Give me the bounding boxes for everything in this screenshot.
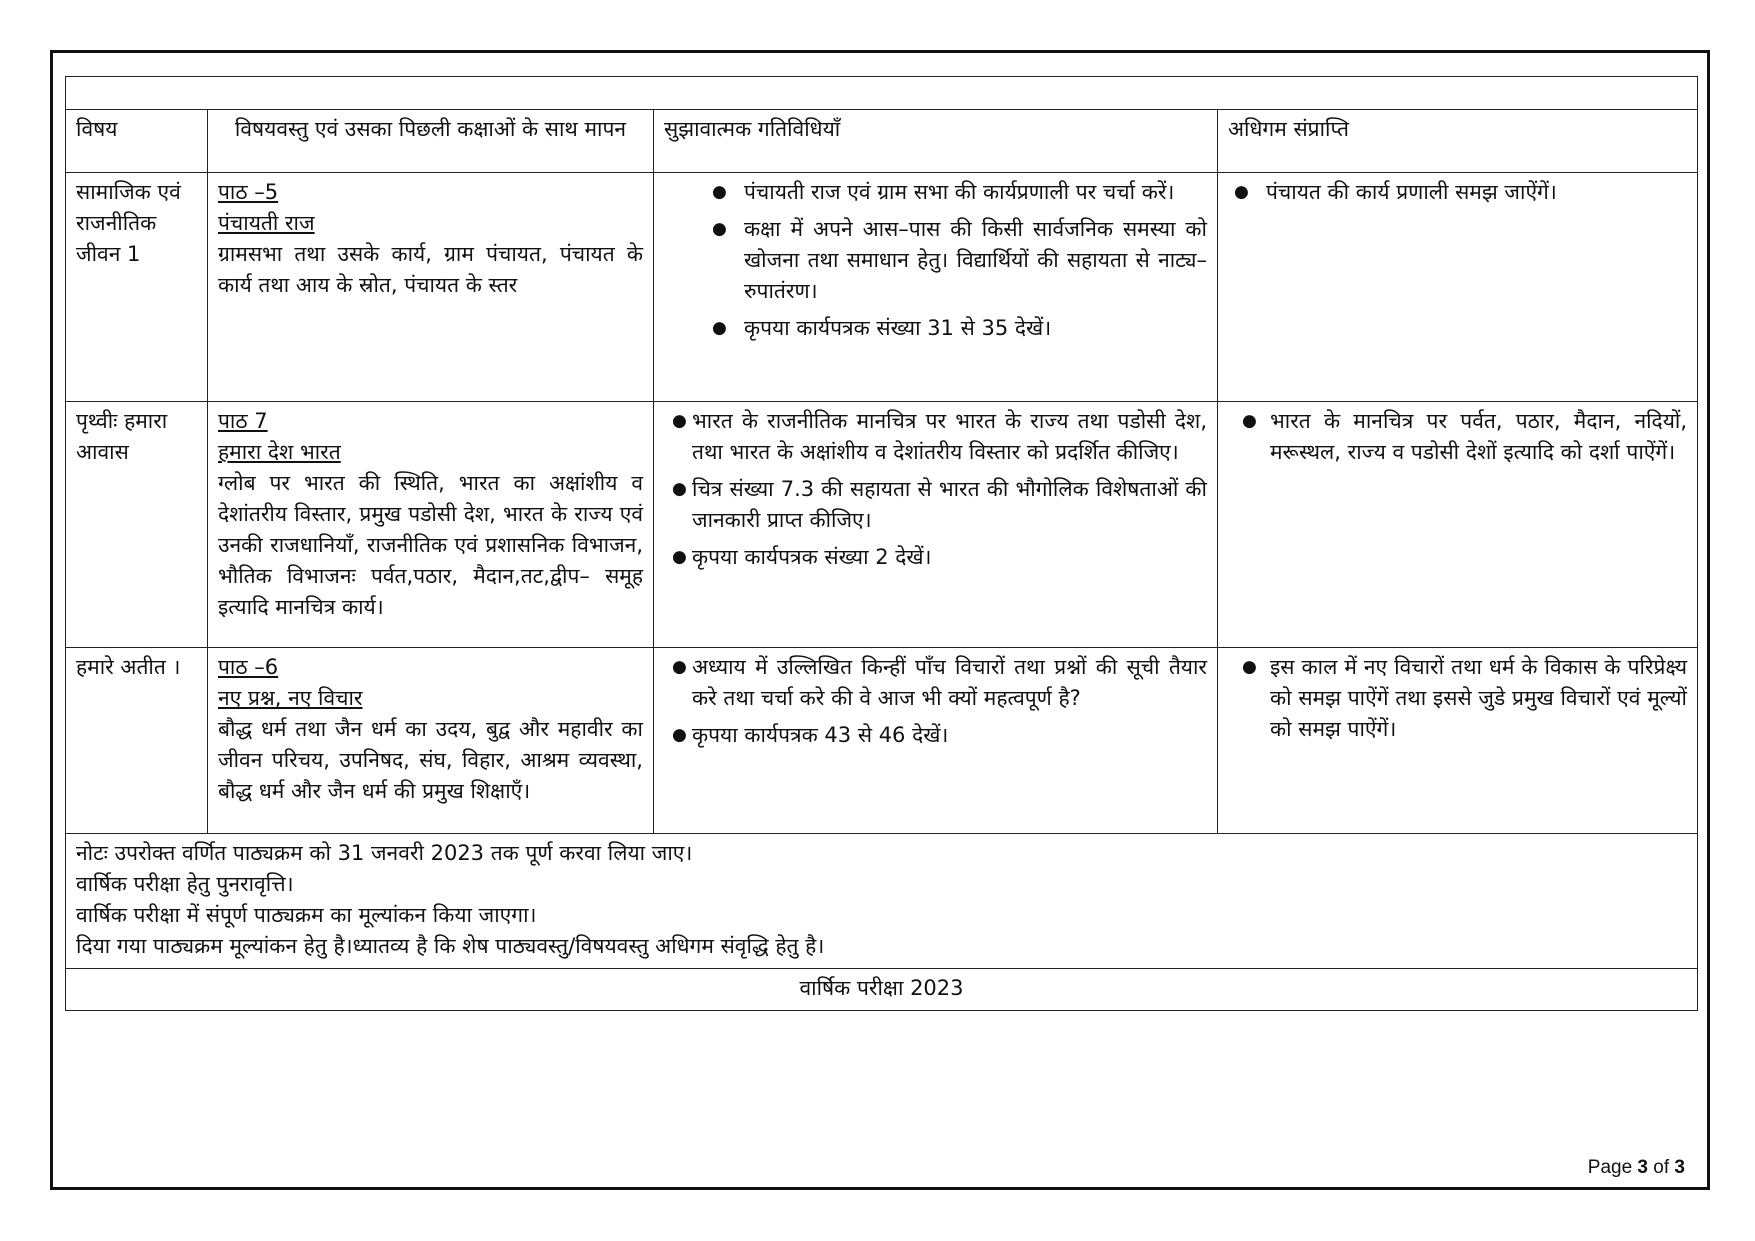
- note-line: दिया गया पाठ्यक्रम मूल्यांकन हेतु है।ध्यातव्य है कि शेष पाठ्यवस्तु/विषयवस्तु अधिगम संवृद्धि हेतु है।: [76, 934, 825, 958]
- list-item: ● पंचायती राज एवं ग्राम सभा की कार्यप्रणाली पर चर्चा करें।: [664, 177, 1207, 208]
- row-content-cell: [208, 402, 654, 648]
- row-activities-cell: [654, 402, 1218, 648]
- total-pages: 3: [1674, 1157, 1685, 1178]
- lesson-title: नए प्रश्न, नए विचार: [218, 686, 363, 710]
- activities-list: [664, 406, 1207, 573]
- list-item: ● कृपया कार्यपत्रक 43 से 46 देखें।: [664, 720, 1207, 751]
- outcomes-list: [1228, 177, 1687, 208]
- row-activities-cell: [654, 173, 1218, 402]
- row-outcomes-cell: [1218, 173, 1698, 402]
- row-outcomes-cell: [1218, 648, 1698, 834]
- lesson-number: पाठ 7: [218, 409, 268, 433]
- of-label: of: [1653, 1157, 1670, 1178]
- list-item: ● इस काल में नए विचारों तथा धर्म के विकास के परिप्रेक्ष्य को समझ पाऐंगें तथा इससे जुडे प्रमुख विचारों एवं मूल्यों को समझ पाऐंगें।: [1228, 652, 1687, 745]
- notes-row: [66, 834, 1698, 969]
- table-row: [66, 402, 1698, 648]
- row-subject: हमारे अतीत ।: [66, 648, 208, 834]
- activities-list: [664, 177, 1207, 344]
- exam-title: वार्षिक परीक्षा 2023: [66, 969, 1698, 1011]
- table-row: [66, 648, 1698, 834]
- row-content-cell: [208, 648, 654, 834]
- list-item: ● चित्र संख्या 7.3 की सहायता से भारत की भौगोलिक विशेषताओं की जानकारी प्राप्त कीजिए।: [664, 474, 1207, 536]
- exam-title-row: [66, 969, 1698, 1011]
- table-row: [66, 173, 1698, 402]
- header-activities: सुझावात्मक गतिविधियाँ: [654, 110, 1218, 173]
- note-line: वार्षिक परीक्षा हेतु पुनरावृत्ति।: [76, 872, 294, 896]
- list-item: ● अध्याय में उल्लिखित किन्हीं पाँच विचारों तथा प्रश्नों की सूची तैयार करे तथा चर्चा करे की वे आज भी क्यों महत्वपूर्ण है?: [664, 652, 1207, 714]
- lesson-title: हमारा देश भारत: [218, 440, 341, 464]
- header-outcomes: अधिगम संप्राप्ति: [1218, 110, 1698, 173]
- lesson-title: पंचायती राज: [218, 211, 315, 235]
- lesson-number: पाठ –6: [218, 655, 279, 679]
- current-page: 3: [1637, 1157, 1648, 1178]
- list-item: ● कक्षा में अपने आस–पास की किसी सार्वजनिक समस्या को खोजना तथा समाधान हेतु। विद्यार्थियों की सहायता से नाट्य– रुपातंरण।: [664, 214, 1207, 307]
- list-item: ● भारत के मानचित्र पर पर्वत, पठार, मैदान, नदियों, मरूस्थल, राज्य व पडोसी देशों इत्यादि को दर्शा पाऐंगें।: [1228, 406, 1687, 468]
- lesson-number: पाठ –5: [218, 180, 279, 204]
- row-subject: सामाजिक एवं राजनीतिक जीवन 1: [66, 173, 208, 402]
- row-outcomes-cell: [1218, 402, 1698, 648]
- note-line: वार्षिक परीक्षा में संपूर्ण पाठ्यक्रम का मूल्यांकन किया जाएगा।: [76, 903, 537, 927]
- list-item: ● भारत के राजनीतिक मानचित्र पर भारत के राज्य तथा पडोसी देश, तथा भारत के अक्षांशीय व देशांतरीय विस्तार को प्रदर्शित कीजिए।: [664, 406, 1207, 468]
- notes-cell: [66, 834, 1698, 969]
- page-label: Page: [1587, 1157, 1633, 1178]
- page-number: [1588, 1157, 1685, 1179]
- lesson-content: ग्रामसभा तथा उसके कार्य, ग्राम पंचायत, पंचायत के कार्य तथा आय के स्रोत, पंचायत के स्तर: [218, 242, 643, 297]
- outcomes-list: [1228, 406, 1687, 468]
- list-item: ● कृपया कार्यपत्रक संख्या 31 से 35 देखें।: [664, 313, 1207, 344]
- row-subject: पृथ्वीः हमारा आवास: [66, 402, 208, 648]
- activities-list: [664, 652, 1207, 751]
- page-border: [50, 50, 1710, 1190]
- header-subject: विषय: [66, 110, 208, 173]
- lesson-content: ग्लोब पर भारत की स्थिति, भारत का अक्षांशीय व देशांतरीय विस्तार, प्रमुख पडोसी देश, भारत के राज्य एवं उनकी राजधानियाँ, राजनीतिक एवं प्रशासनिक विभाजन, भौतिक विभाजनः पर्वत,पठार, मैदान,तट,द्वीप– समूह इत्यादि मानचित्र कार्य।: [218, 471, 643, 619]
- list-item: ● कृपया कार्यपत्रक संख्या 2 देखें।: [664, 542, 1207, 573]
- row-activities-cell: [654, 648, 1218, 834]
- row-content-cell: [208, 173, 654, 402]
- table-top-spacer-row: [66, 77, 1698, 110]
- syllabus-table: [65, 76, 1698, 1011]
- note-line: नोटः उपरोक्त वर्णित पाठ्यक्रम को 31 जनवरी 2023 तक पूर्ण करवा लिया जाए।: [76, 841, 693, 865]
- header-content: विषयवस्तु एवं उसका पिछली कक्षाओं के साथ मापन: [208, 110, 654, 173]
- list-item: ● पंचायत की कार्य प्रणाली समझ जाऐंगें।: [1228, 177, 1687, 208]
- lesson-content: बौद्ध धर्म तथा जैन धर्म का उदय, बुद्व और महावीर का जीवन परिचय, उपनिषद, संघ, विहार, आश्रम व्यवस्था, बौद्ध धर्म और जैन धर्म की प्रमुख शिक्षाएँ।: [218, 717, 643, 803]
- outcomes-list: [1228, 652, 1687, 745]
- table-header-row: [66, 110, 1698, 173]
